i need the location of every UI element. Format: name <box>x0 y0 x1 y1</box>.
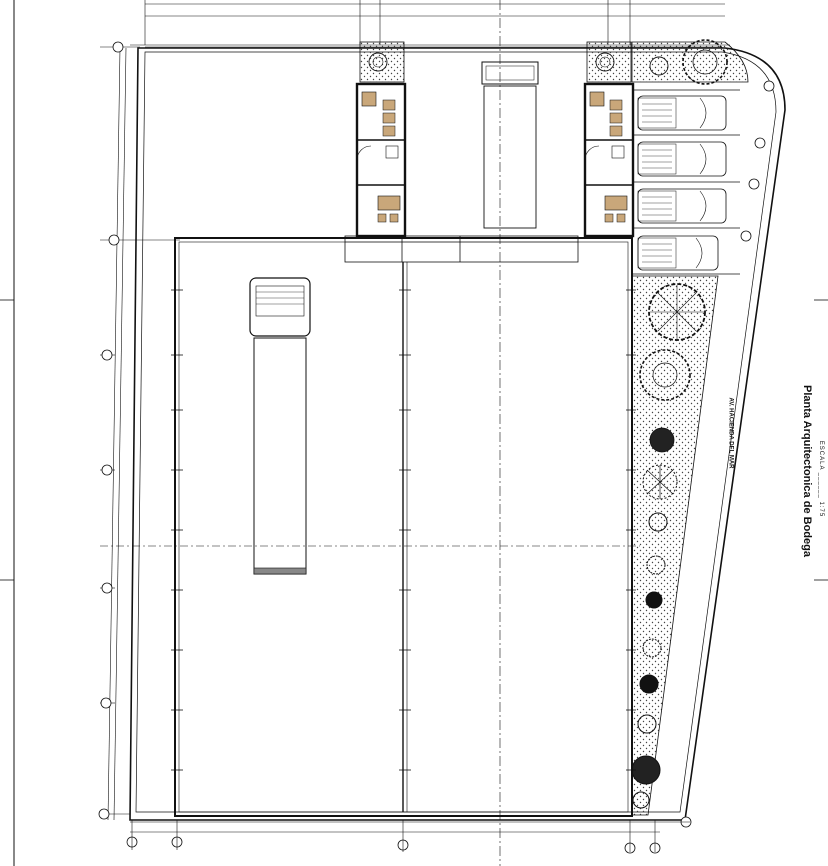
drawing-scale: ESCALA ______ 1:75 <box>818 440 824 518</box>
street-name-label: AV. HACIENDA DEL MAR <box>727 397 734 469</box>
car-2 <box>638 142 726 176</box>
loading-dock <box>345 236 578 262</box>
planters <box>360 42 748 815</box>
top-dimension-lines <box>130 0 730 47</box>
drawing-title: Planta Arquitectonica de Bodega <box>801 385 813 557</box>
car-3 <box>638 189 726 223</box>
left-dimension-ticks <box>100 47 640 814</box>
warehouse-hall <box>175 0 632 866</box>
car-1 <box>638 96 726 130</box>
car-4 <box>638 236 718 270</box>
truck-entrance <box>482 62 538 228</box>
title-block <box>792 385 824 562</box>
office-left <box>357 84 405 236</box>
truck-inside <box>250 278 310 574</box>
parking-area <box>632 90 740 274</box>
office-right <box>585 84 633 236</box>
bottom-dimension-lines <box>130 820 690 852</box>
